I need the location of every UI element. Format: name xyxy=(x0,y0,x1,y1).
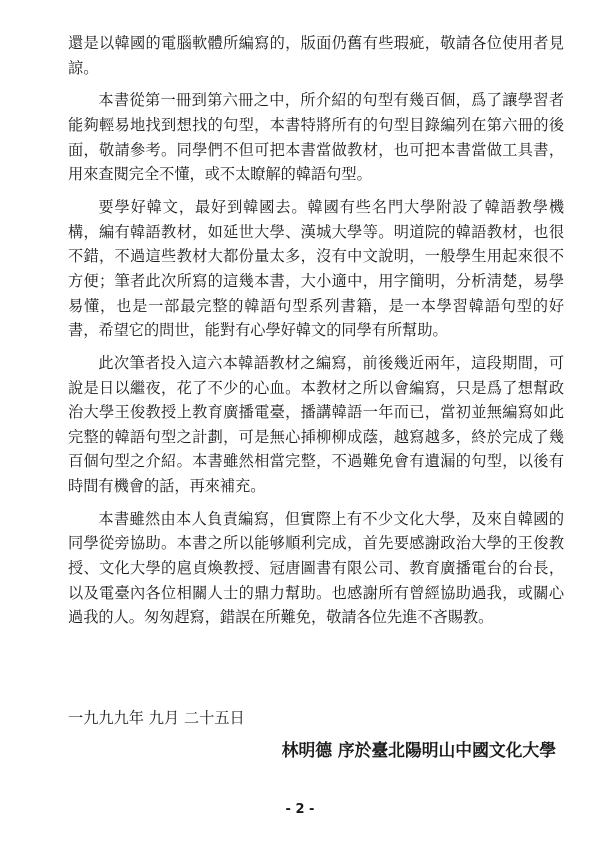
paragraph-continuation: 還是以韓國的電腦軟體所編寫的，版面仍舊有些瑕疵，敬請各位使用者見諒。 xyxy=(68,34,564,77)
paragraph-acknowledgements: 本書雖然由本人負責編寫，但實際上有不少文化大學，及來自韓國的同學從旁協助。本書之所以能够順利完成，首先要感謝政治大學的王俊教授、文化大學的扈貞煥教授、冠唐圖書有限公司、教育廣播電台的台長，以及電臺內各位相關人士的鼎力幫助。也感謝所有曾經協助過我，或關心過我的人。匆匆趕寫，錯誤在所難免，敬請各位先進不吝賜教。 xyxy=(68,509,564,627)
preface-date: 一九九九年 九月 二十五日 xyxy=(68,709,245,727)
page-number: - 2 - xyxy=(285,802,315,817)
paragraph-writing-process: 此次筆者投入這六本韓語教材之編寫，前後幾近兩年，這段期間，可說是日以繼夜，花了不少的心血。本教材之所以會編寫，只是爲了想幫政治大學王俊教授上教育廣播電臺，播講韓語一年而已，當初並無編寫如此完整的韓語句型之計劃，可是無心揷柳柳成蔭，越寫越多，終於完成了幾百個句型之介紹。本書雖然相當完整，不過難免會有遺漏的句型，以後有時間有機會的話，再來補充。 xyxy=(68,354,564,495)
paragraph-learning-korean: 要學好韓文，最好到韓國去。韓國有些名門大學附設了韓語教學機構，編有韓語教材，如延世大學、漢城大學等。明道院的韓語教材，也很不錯，不過這些教材大都份量太多，沒有中文說明，一般學生用起來很不方便；筆者此次所寫的這幾本書，大小適中，用字簡明，分析淸楚，易學易懂，也是一部最完整的韓語句型系列書籍，是一本學習韓語句型的好書，希望它的問世，能對有心學好韓文的同學有所幫助。 xyxy=(68,198,564,340)
author-signature: 林明德 序於臺北陽明山中國文化大學 xyxy=(281,740,556,760)
paragraph-sentence-patterns: 本書從第一冊到第六冊之中，所介紹的句型有幾百個，爲了讓學習者能夠輕易地找到想找的句型，本書特將所有的句型目錄編列在第六冊的後面，敬請參考。同學們不但可把本書當做教材，也可把本書當做工具書，用來查閱完全不懂，或不太瞭解的韓語句型。 xyxy=(68,91,564,184)
preface-body xyxy=(68,31,564,638)
